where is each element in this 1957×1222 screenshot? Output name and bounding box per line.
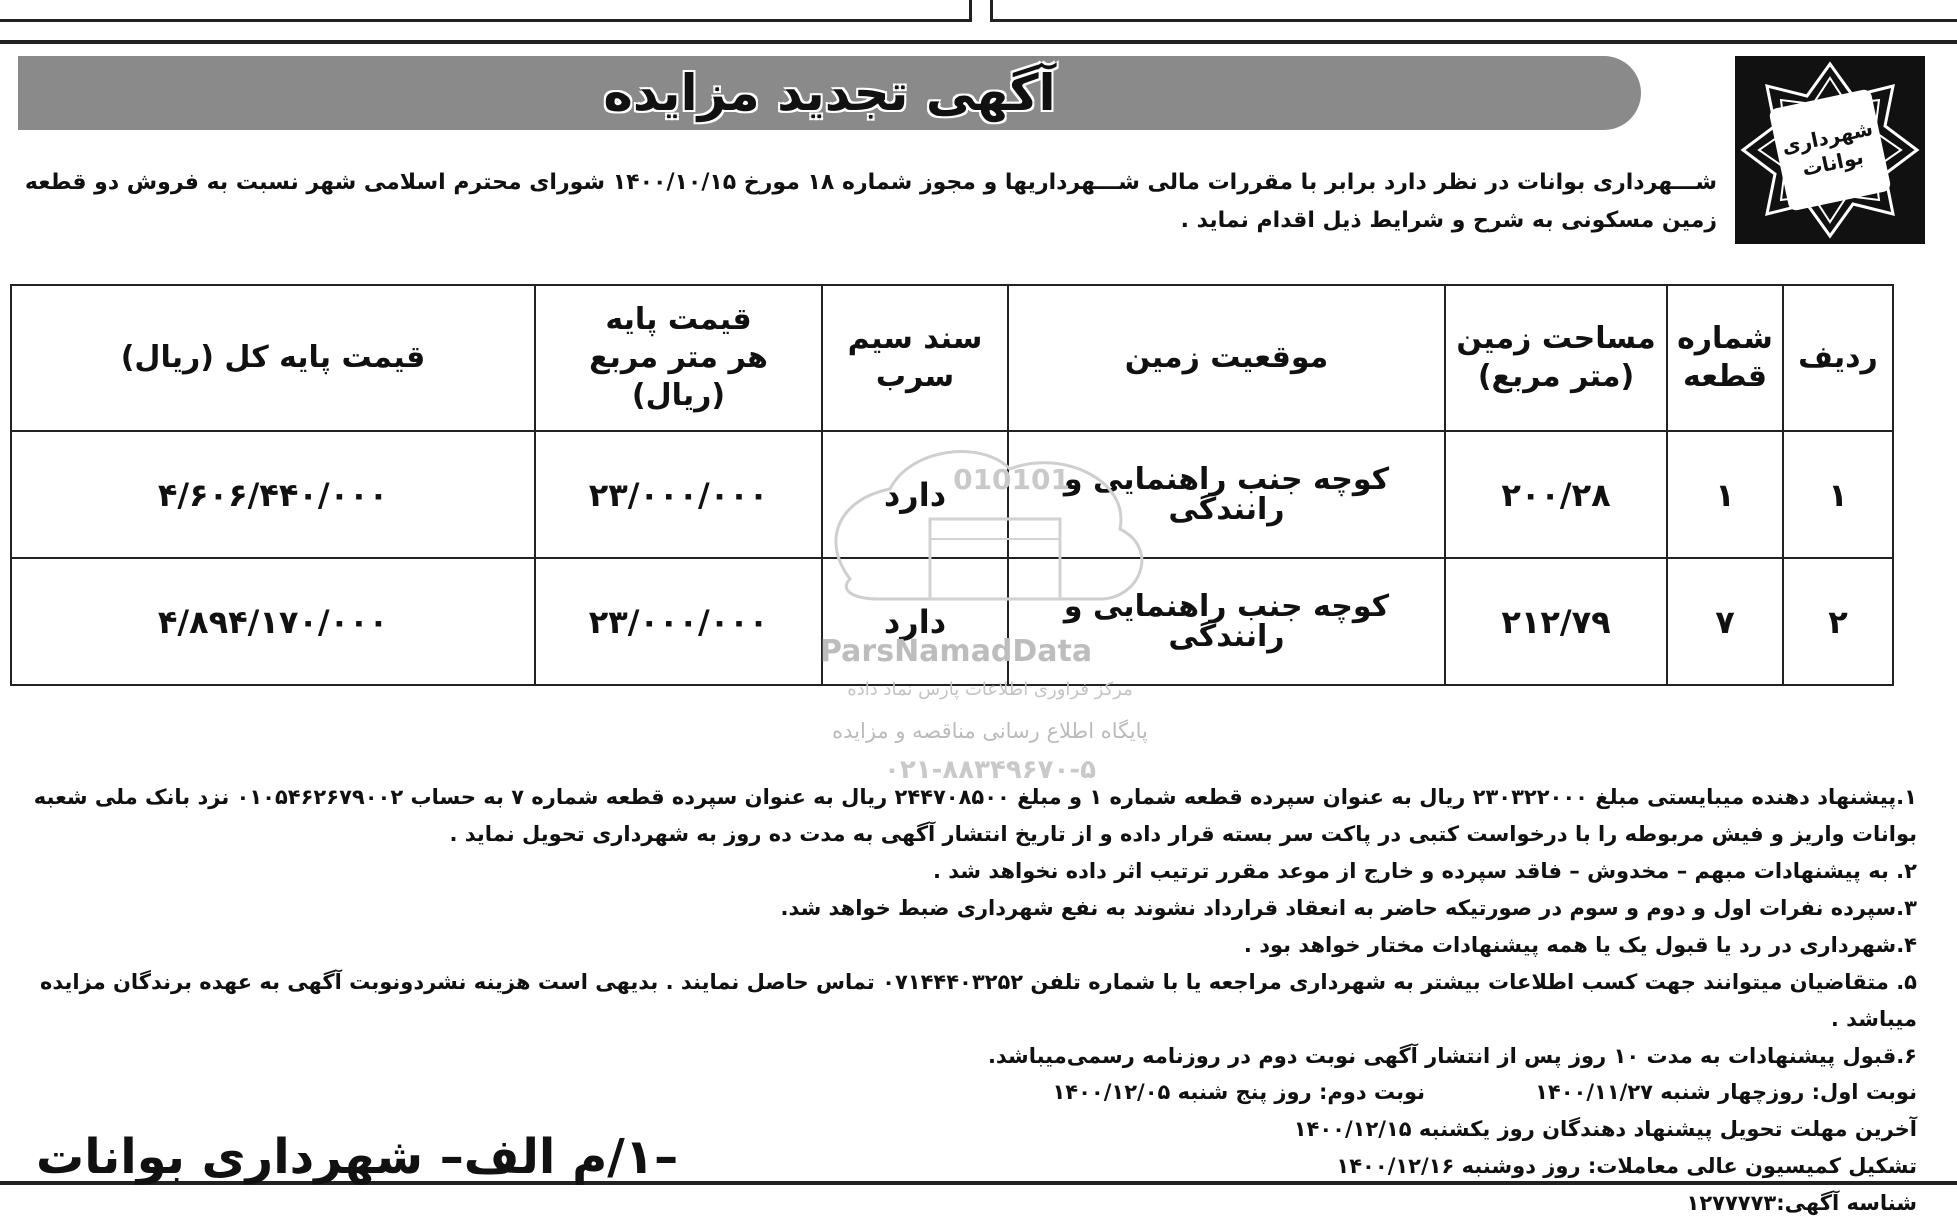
publication-dates bbox=[817, 1074, 1917, 1111]
cell-total-price: ۴/۶۰۶/۴۴۰/۰۰۰ bbox=[11, 431, 535, 558]
second-publication: نوبت دوم: روز پنج شنبه ۱۴۰۰/۱۲/۰۵ bbox=[1052, 1080, 1426, 1104]
condition-item: ۱.پیشنهاد دهنده میبایستی مبلغ ۲۳۰۳۲۲۰۰۰ ریال به عنوان سپرده قطعه شماره ۱ و مبلغ ۲۴۴۷۰۸۵۰۰ ریال به عنوان سپرده قطعه شماره ۷ به حساب ۰۱۰۵۴۶۲۶۷۹۰۰۲ نزد بانک ملی شعبه بوانات واریز و فیش مربوطه را با درخواست کتبی در پاکت سر بسته قرار داده و از تاریخ انتشار آگهی به مدت ده روز به شهرداری تحویل نماید . bbox=[33, 785, 1917, 846]
header-lot-number: شماره قطعه bbox=[1667, 285, 1783, 431]
top-frame-left bbox=[0, 0, 972, 22]
header-unit-price: قیمت پایه هر متر مربع (ریال) bbox=[535, 285, 822, 431]
watermark-line-2: پایگاه اطلاع رسانی مناقصه و مزایده bbox=[832, 719, 1148, 743]
first-publication: نوبت اول: روزچهار شنبه ۱۴۰۰/۱۱/۲۷ bbox=[1535, 1080, 1917, 1104]
intro-paragraph: شـــهرداری بوانات در نظر دارد برابر با مقررات مالی شـــهرداریها و مجوز شماره ۱۸ مورخ ۱۴۰۰/۱۰/۱۵ شورای محترم اسلامی شهر نسبت به فروش دو قطعه زمین مسکونی به شرح و شرایط ذیل اقدام نماید . bbox=[24, 170, 1717, 233]
commission-date: تشکیل کمیسیون عالی معاملات: روز دوشنبه ۱۴۰۰/۱۲/۱۶ bbox=[1336, 1154, 1917, 1178]
condition-item: ۶.قبول پیشنهادات به مدت ۱۰ روز پس از انتشار آگهی نوبت دوم در روزنامه رسمی‌میباشد. bbox=[987, 1044, 1917, 1068]
title-banner bbox=[18, 56, 1641, 130]
cell-total-price: ۴/۸۹۴/۱۷۰/۰۰۰ bbox=[11, 558, 535, 685]
condition-item: ۳.سپرده نفرات اول و دوم و سوم در صورتیکه حاضر به انعقاد قرارداد نشوند به نفع شهرداری ضبط خواهد شد. bbox=[780, 896, 1917, 920]
table-header-row bbox=[11, 285, 1893, 431]
condition-item: ۲. به پیشنهادات مبهم – مخدوش – فاقد سپرده و خارج از موعد مقرر ترتیب اثر داده نخواهد شد . bbox=[932, 859, 1917, 883]
cell-area: ۲۱۲/۷۹ bbox=[1445, 558, 1667, 685]
header-location: موقعیت زمین bbox=[1008, 285, 1445, 431]
cell-row-number: ۲ bbox=[1783, 558, 1893, 685]
watermark-digits: 010101 bbox=[953, 463, 1070, 496]
cell-lot-number: ۱ bbox=[1667, 431, 1783, 558]
schedule-block bbox=[817, 1074, 1917, 1222]
watermark-line-3: ۰۲۱-۸۸۳۴۹۶۷۰-۵ bbox=[883, 755, 1096, 785]
logo-text: شهرداری بوانات bbox=[1768, 88, 1891, 211]
table-row bbox=[11, 558, 1893, 685]
header-area: مساحت زمین (متر مربع) bbox=[1445, 285, 1667, 431]
cell-unit-price: ۲۳/۰۰۰/۰۰۰ bbox=[535, 558, 822, 685]
ad-identifier: شناسه آگهی:۱۲۷۷۷۷۳ bbox=[1686, 1191, 1917, 1215]
condition-item: ۴.شهرداری در رد یا قبول یک یا همه پیشنهادات مختار خواهد بود . bbox=[1243, 933, 1917, 957]
conditions-list bbox=[17, 779, 1917, 1075]
cell-area: ۲۰۰/۲۸ bbox=[1445, 431, 1667, 558]
cell-document: دارد bbox=[822, 558, 1008, 685]
submission-deadline: آخرین مهلت تحویل پیشنهاد دهندگان روز یکشنبه ۱۴۰۰/۱۲/۱۵ bbox=[1293, 1117, 1917, 1141]
header-row-number: ردیف bbox=[1783, 285, 1893, 431]
watermark-line-1: مرکز فراوری اطلاعات پارس نماد داده bbox=[847, 679, 1133, 700]
cell-unit-price: ۲۳/۰۰۰/۰۰۰ bbox=[535, 431, 822, 558]
notice-title: آگهی تجدید مزایده bbox=[603, 64, 1056, 122]
lots-table bbox=[10, 284, 1894, 686]
signature: –۱/م الف– شهرداری بوانات bbox=[36, 1129, 679, 1185]
cell-location: کوچه جنب راهنمایی و رانندگی bbox=[1008, 558, 1445, 685]
cell-row-number: ۱ bbox=[1783, 431, 1893, 558]
notice-frame bbox=[0, 40, 1957, 1215]
top-frame-right bbox=[990, 0, 1957, 22]
municipality-logo bbox=[1735, 56, 1925, 244]
cell-lot-number: ۷ bbox=[1667, 558, 1783, 685]
header-total-price: قیمت پایه کل (ریال) bbox=[11, 285, 535, 431]
condition-item: ۵. متقاضیان میتوانند جهت کسب اطلاعات بیشتر به شهرداری مراجعه یا با شماره تلفن ۰۷۱۴۴۴۰۳۲۵۲ تماس حاصل نمایند . بدیهی است هزینه نشردونوبت آگهی به عهده برندگان مزایده میباشد . bbox=[40, 970, 1917, 1031]
watermark-brand: ParsNamadData bbox=[820, 634, 1093, 669]
header-document: سند سیم سرب bbox=[822, 285, 1008, 431]
table-row bbox=[11, 431, 1893, 558]
cell-document: دارد bbox=[822, 431, 1008, 558]
cell-location: کوچه جنب راهنمایی و رانندگی bbox=[1008, 431, 1445, 558]
